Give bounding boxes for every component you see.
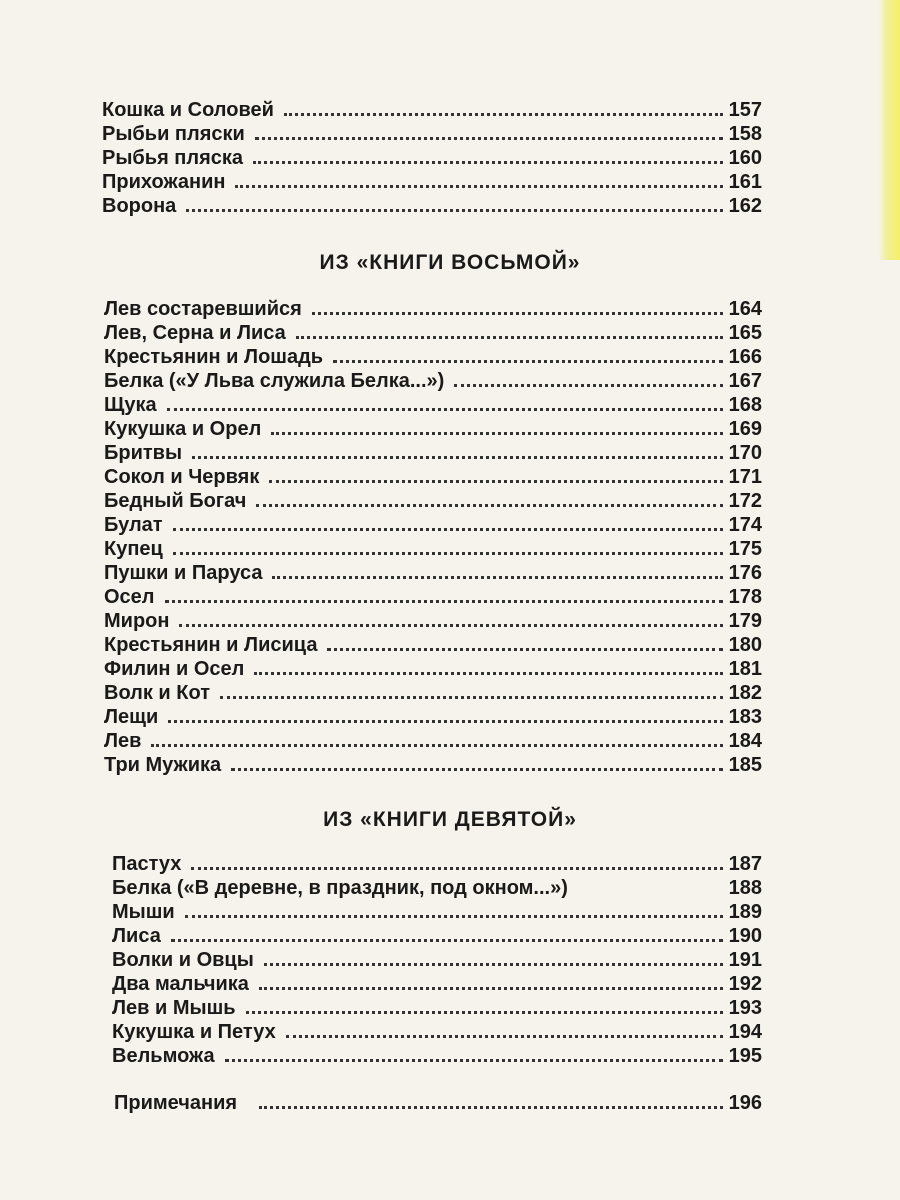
toc-entry-page: 170 bbox=[728, 442, 762, 464]
toc-entry-page: 176 bbox=[728, 562, 762, 584]
toc-entry-title: Бедный Богач bbox=[104, 490, 247, 512]
dot-leader bbox=[179, 624, 722, 627]
toc-entry-title: Ворона bbox=[102, 195, 177, 217]
toc-entry-title: Пушки и Паруса bbox=[104, 562, 263, 584]
toc-entry-page: 187 bbox=[728, 853, 762, 875]
toc-entry[interactable] bbox=[104, 536, 762, 560]
toc-entry[interactable] bbox=[104, 368, 762, 392]
toc-entry-page: 191 bbox=[728, 949, 762, 971]
toc-entry[interactable] bbox=[112, 995, 762, 1019]
toc-entry-page: 181 bbox=[728, 658, 762, 680]
dot-leader bbox=[253, 161, 723, 164]
toc-entry-notes[interactable] bbox=[114, 1090, 762, 1114]
toc-entry-title: Крестьянин и Лошадь bbox=[104, 346, 324, 368]
section-heading-book9: ИЗ «КНИГИ ДЕВЯТОЙ» bbox=[323, 808, 577, 831]
toc-entry[interactable] bbox=[102, 97, 762, 121]
toc-entry-title: Рыбья пляска bbox=[102, 147, 244, 169]
toc-entry-title: Волки и Овцы bbox=[112, 949, 254, 971]
toc-entry-title: Белка («У Льва служила Белка...») bbox=[104, 370, 445, 392]
toc-entry[interactable] bbox=[104, 344, 762, 368]
dot-leader bbox=[165, 600, 723, 603]
dot-leader bbox=[312, 312, 723, 315]
toc-entry-title: Три Мужика bbox=[104, 754, 222, 776]
toc-entry[interactable] bbox=[104, 440, 762, 464]
dot-leader bbox=[272, 576, 722, 579]
toc-entry-page: 184 bbox=[728, 730, 762, 752]
dot-leader bbox=[171, 939, 723, 942]
toc-entry[interactable] bbox=[104, 632, 762, 656]
toc-entry-page: 169 bbox=[728, 418, 762, 440]
toc-entry-page: 193 bbox=[728, 997, 762, 1019]
toc-entry-page: 158 bbox=[728, 123, 762, 145]
toc-entry-title: Лев bbox=[104, 730, 142, 752]
dot-leader bbox=[186, 209, 722, 212]
toc-entry[interactable] bbox=[104, 656, 762, 680]
dot-leader bbox=[256, 504, 722, 507]
dot-leader bbox=[284, 113, 723, 116]
dot-leader bbox=[220, 696, 723, 699]
toc-entry[interactable] bbox=[104, 704, 762, 728]
dot-leader bbox=[259, 987, 723, 990]
toc-entry[interactable] bbox=[112, 899, 762, 923]
toc-entry-page: 165 bbox=[728, 322, 762, 344]
dot-leader bbox=[151, 744, 722, 747]
toc-entry-page: 185 bbox=[728, 754, 762, 776]
toc-entry-page: 195 bbox=[728, 1045, 762, 1067]
toc-entry[interactable] bbox=[104, 296, 762, 320]
toc-entry[interactable] bbox=[102, 169, 762, 193]
toc-entry-page: 194 bbox=[728, 1021, 762, 1043]
toc-entry-page: 192 bbox=[728, 973, 762, 995]
toc-entry[interactable] bbox=[104, 392, 762, 416]
toc-entry[interactable] bbox=[104, 416, 762, 440]
dot-leader bbox=[296, 336, 723, 339]
toc-entry-page: 183 bbox=[728, 706, 762, 728]
dot-leader bbox=[167, 408, 723, 411]
dot-leader bbox=[254, 672, 722, 675]
dot-leader bbox=[271, 432, 722, 435]
toc-entry[interactable] bbox=[104, 584, 762, 608]
toc-entry-page: 179 bbox=[728, 610, 762, 632]
toc-entry[interactable] bbox=[104, 464, 762, 488]
toc-entry-title: Лев, Серна и Лиса bbox=[104, 322, 286, 344]
toc-entry[interactable] bbox=[112, 1019, 762, 1043]
toc-entry-page: 162 bbox=[728, 195, 762, 217]
toc-entry[interactable] bbox=[104, 320, 762, 344]
toc-entry-title: Белка («В деревне, в праздник, под окном...») bbox=[112, 877, 568, 899]
dot-leader bbox=[173, 528, 723, 531]
toc-entry-title: Кукушка и Орел bbox=[104, 418, 262, 440]
toc-entry-page: 189 bbox=[728, 901, 762, 923]
dot-leader bbox=[327, 648, 722, 651]
toc-entry-page: 166 bbox=[728, 346, 762, 368]
dot-leader bbox=[255, 137, 723, 140]
toc-entry-title: Лев и Мышь bbox=[112, 997, 236, 1019]
dot-leader bbox=[259, 1106, 723, 1109]
toc-entry-title: Купец bbox=[104, 538, 163, 560]
toc-entry-title: Примечания bbox=[114, 1092, 238, 1114]
toc-entry-title: Кукушка и Петух bbox=[112, 1021, 276, 1043]
toc-entry-title: Булат bbox=[104, 514, 163, 536]
toc-entry[interactable] bbox=[104, 680, 762, 704]
toc-entry-page: 182 bbox=[728, 682, 762, 704]
dot-leader bbox=[173, 552, 723, 555]
toc-entry-page: 157 bbox=[728, 99, 762, 121]
toc-entry-page: 164 bbox=[728, 298, 762, 320]
dot-leader bbox=[191, 867, 722, 870]
toc-entry[interactable] bbox=[112, 947, 762, 971]
toc-entry-title: Щука bbox=[104, 394, 157, 416]
dot-leader bbox=[235, 185, 722, 188]
toc-entry-title: Лев состаревшийся bbox=[104, 298, 302, 320]
toc-entry[interactable] bbox=[102, 145, 762, 169]
toc-entry-title: Мыши bbox=[112, 901, 175, 923]
toc-entry-page: 160 bbox=[728, 147, 762, 169]
toc-entry[interactable] bbox=[102, 193, 762, 217]
toc-entry[interactable] bbox=[112, 875, 762, 899]
toc-entry-title: Сокол и Червяк bbox=[104, 466, 260, 488]
toc-entry-title: Лещи bbox=[104, 706, 159, 728]
toc-entry-title: Лиса bbox=[112, 925, 161, 947]
toc-entry[interactable] bbox=[104, 608, 762, 632]
toc-entry-page: 190 bbox=[728, 925, 762, 947]
toc-entry[interactable] bbox=[104, 512, 762, 536]
dot-leader bbox=[225, 1059, 723, 1062]
toc-entry-title: Волк и Кот bbox=[104, 682, 211, 704]
toc-entry-page: 174 bbox=[728, 514, 762, 536]
toc-entry-title: Осел bbox=[104, 586, 155, 608]
dot-leader bbox=[192, 456, 723, 459]
dot-leader bbox=[246, 1011, 723, 1014]
toc-entry-title: Кошка и Соловей bbox=[102, 99, 274, 121]
toc-entry-page: 178 bbox=[728, 586, 762, 608]
dot-leader bbox=[264, 963, 723, 966]
dot-leader bbox=[286, 1035, 723, 1038]
toc-entry[interactable] bbox=[104, 488, 762, 512]
toc-entry-title: Пастух bbox=[112, 853, 182, 875]
toc-entry[interactable] bbox=[104, 752, 762, 776]
toc-entry[interactable] bbox=[112, 1043, 762, 1067]
dot-leader bbox=[185, 915, 723, 918]
toc-entry-title: Мирон bbox=[104, 610, 170, 632]
toc-entry-page: 172 bbox=[728, 490, 762, 512]
toc-entry[interactable] bbox=[112, 923, 762, 947]
toc-entry-title: Филин и Осел bbox=[104, 658, 245, 680]
toc-entry-title: Вельможа bbox=[112, 1045, 215, 1067]
toc-entry-page: 167 bbox=[728, 370, 762, 392]
toc-entry[interactable] bbox=[102, 121, 762, 145]
dot-leader bbox=[168, 720, 722, 723]
toc-entry-page: 161 bbox=[728, 171, 762, 193]
toc-entry[interactable] bbox=[104, 728, 762, 752]
section-heading-book8: ИЗ «КНИГИ ВОСЬМОЙ» bbox=[319, 251, 581, 274]
toc-entry[interactable] bbox=[112, 851, 762, 875]
dot-leader bbox=[231, 768, 722, 771]
dot-leader bbox=[269, 480, 722, 483]
toc-entry-page: 175 bbox=[728, 538, 762, 560]
toc-entry-title: Прихожанин bbox=[102, 171, 226, 193]
toc-entry-page: 196 bbox=[728, 1092, 762, 1114]
toc-entry-title: Бритвы bbox=[104, 442, 183, 464]
toc-entry[interactable] bbox=[104, 560, 762, 584]
dot-leader bbox=[454, 384, 722, 387]
page-edge-highlight bbox=[878, 0, 900, 260]
toc-entry-title: Рыбьи пляски bbox=[102, 123, 245, 145]
toc-entry-title: Два мальчика bbox=[112, 973, 249, 995]
toc-entry-page: 168 bbox=[728, 394, 762, 416]
dot-leader bbox=[333, 360, 723, 363]
toc-entry-title: Крестьянин и Лисица bbox=[104, 634, 318, 656]
toc-entry-page: 188 bbox=[728, 877, 762, 899]
toc-entry-page: 180 bbox=[728, 634, 762, 656]
toc-entry-page: 171 bbox=[728, 466, 762, 488]
toc-entry[interactable] bbox=[112, 971, 762, 995]
